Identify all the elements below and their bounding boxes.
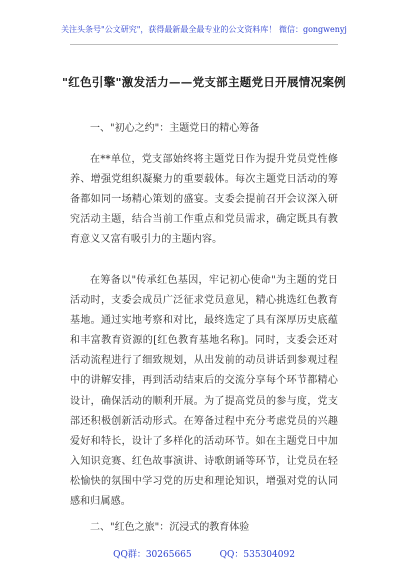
paragraph-2: 在筹备以"传承红色基因，牢记初心使命"为主题的党日活动时，支委会成员广泛征求党员意见，精心挑选红色教育基地。通过实地考察和对比，最终选定了具有深厚历史底蕴和丰富教育资源的[红色教育基地名称]。同时，支委会还对活动流程进行了细致规划，从出发前的动员讲话到参观过程中的讲解安排，再到活动结束后的交流分享每个环节都精心设计，确保活动的顺利开展。为了提高党员的参与度，党支部还积极创新活动形式。在筹备过程中充分考虑党员的兴趣爱好和特长，设计了多样化的活动环节。如在主题党日中加入知识竞赛、红色故事演讲、诗歌朗诵等环节，让党员在轻松愉快的氛围中学习党的历史和理论知识，增强对党的认同感和归属感。 bbox=[70, 275, 338, 508]
header-banner: 关注头条号"公文研究"，获得最新最全最专业的公文资料库！ 微信：gongwenyj bbox=[61, 25, 347, 34]
footer-qq-group: QQ群：30265665 bbox=[113, 550, 192, 560]
header-divider bbox=[70, 44, 338, 45]
section-heading-1: 一、"初心之约"：主题党日的精心筹备 bbox=[90, 123, 260, 134]
document-title: "红色引擎"激发活力——党支部主题党日开展情况案例 bbox=[62, 75, 346, 89]
section-heading-2: 二、"红色之旅"：沉浸式的教育体验 bbox=[90, 522, 250, 533]
footer-qq-number: QQ：535304092 bbox=[219, 550, 295, 560]
footer-contact bbox=[0, 548, 408, 562]
paragraph-1: 在**单位，党支部始终将主题党日作为提升党员党性修养、增强党组织凝聚力的重要载体。每次主题党日活动的筹备都如同一场精心策划的盛宴。支委会提前召开会议深入研究活动主题，结合当前工作重点和党员需求，确定既具有教育意义又富有吸引力的主题内容。 bbox=[70, 154, 338, 246]
